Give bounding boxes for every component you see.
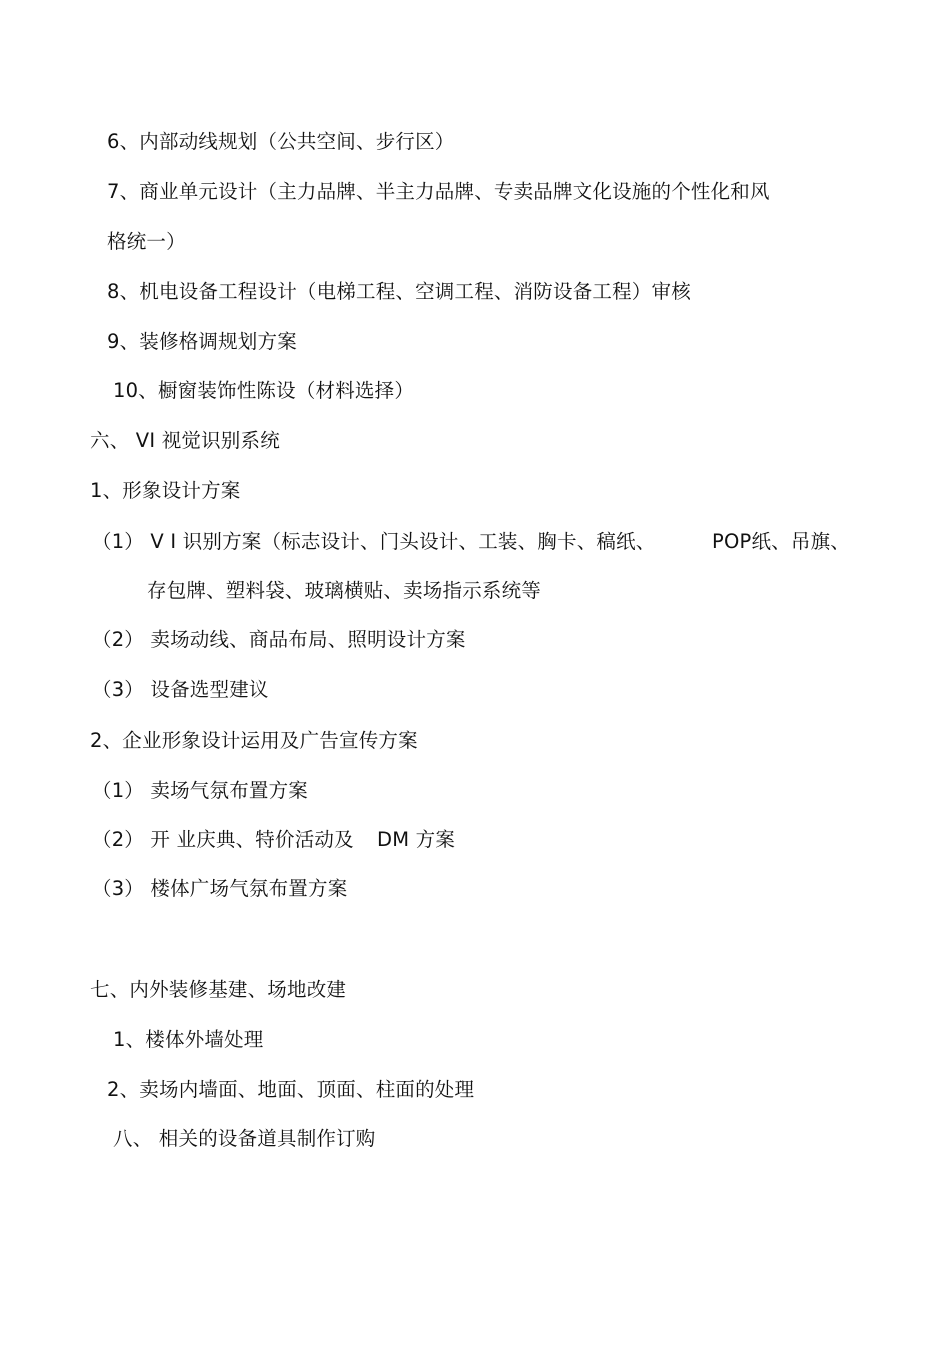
sub-item-3-plaza-atmosphere: （3） 楼体广场气氛布置方案 <box>92 877 348 900</box>
section-6-heading: 六、 VI 视觉识别系统 <box>90 429 280 452</box>
item-6-internal-circulation: 6、内部动线规划（公共空间、步行区） <box>107 130 455 153</box>
sub-item-1-vi-plan-tail: POP纸、吊旗、 <box>712 530 850 553</box>
item-8-mep-design: 8、机电设备工程设计（电梯工程、空调工程、消防设备工程）审核 <box>107 280 691 303</box>
item-9-decoration-plan: 9、装修格调规划方案 <box>107 330 297 353</box>
item-2-interior-surfaces: 2、卖场内墙面、地面、顶面、柱面的处理 <box>107 1078 475 1101</box>
sub-item-2-opening-events: （2） 开 业庆典、特价活动及 <box>92 828 354 851</box>
subsection-2-corporate-image: 2、企业形象设计运用及广告宣传方案 <box>90 729 418 752</box>
section-8-heading: 八、 相关的设备道具制作订购 <box>113 1127 376 1150</box>
subsection-1-image-design: 1、形象设计方案 <box>90 479 241 502</box>
item-7-continuation: 格统一） <box>107 230 186 253</box>
sub-item-1-atmosphere: （1） 卖场气氛布置方案 <box>92 779 309 802</box>
sub-item-2-dm-plan: DM 方案 <box>377 828 456 851</box>
item-10-window-display: 10、橱窗装饰性陈设（材料选择） <box>113 379 415 402</box>
section-7-heading: 七、内外装修基建、场地改建 <box>90 978 347 1001</box>
item-7-commercial-unit-design: 7、商业单元设计（主力品牌、半主力品牌、专卖品牌文化设施的个性化和风 <box>107 180 770 203</box>
item-1-exterior-wall: 1、楼体外墙处理 <box>113 1028 264 1051</box>
sub-item-3-equipment-selection: （3） 设备选型建议 <box>92 678 269 701</box>
sub-item-1-continuation: 存包牌、塑料袋、玻璃横贴、卖场指示系统等 <box>147 579 542 602</box>
sub-item-1-vi-plan: （1） V I 识别方案（标志设计、门头设计、工装、胸卡、稿纸、 <box>92 530 656 553</box>
sub-item-2-store-layout: （2） 卖场动线、商品布局、照明设计方案 <box>92 628 466 651</box>
